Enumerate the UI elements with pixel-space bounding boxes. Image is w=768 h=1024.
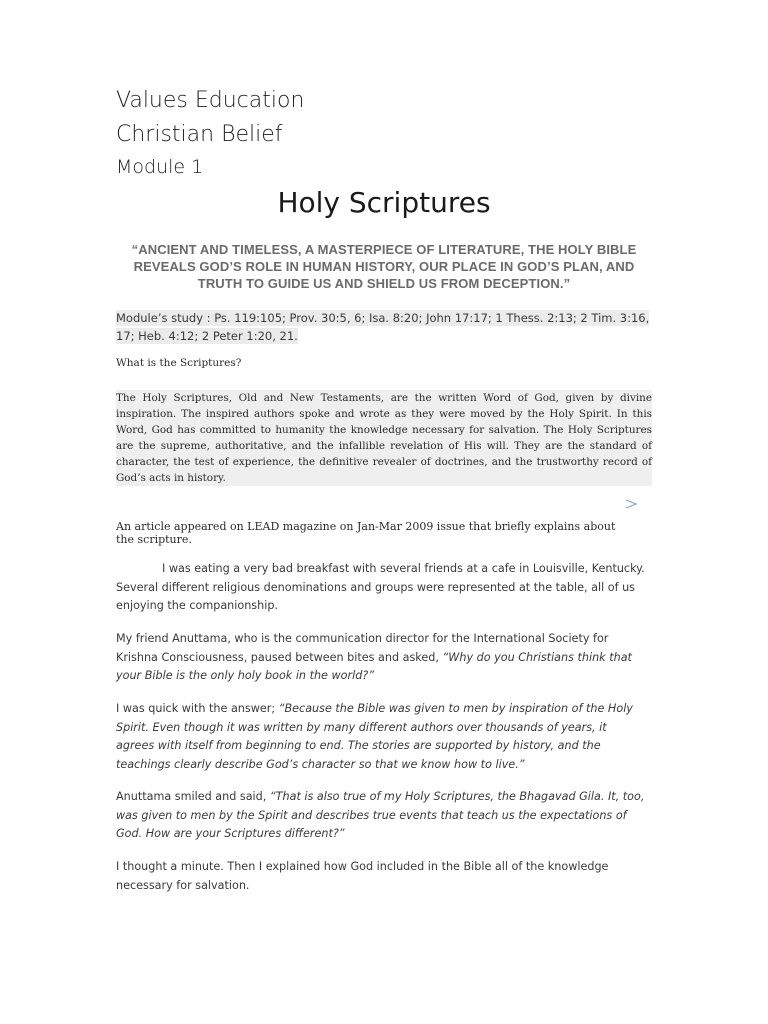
story-paragraph-explanation: I thought a minute. Then I explained how God included in the Bible all of the knowledge necessary for salvation. (116, 860, 609, 892)
study-references-text: Module’s study : Ps. 119:105; Prov. 30:5, 6; Isa. 8:20; John 17:17; 1 Thess. 2:13; 2 Tim. 3:16, 17; Heb. 4:12; 2 Peter 1:20, 21. (116, 311, 650, 343)
module-study-references (116, 309, 656, 345)
course-subtitle: Christian Belief (116, 122, 283, 147)
scripture-definition-paragraph: The Holy Scriptures, Old and New Testaments, are the written Word of God, given by divine inspiration. The inspired authors spoke and wrote as they were moved by the Holy Spirit. In this Word, God has committed to humanity the knowledge necessary for salvation. The Holy Scriptures are the supreme, authoritative, and the infallible revelation of His will. They are the standard of character, the test of experience, the definitive revealer of doctrines, and the trustworthy record of God’s acts in history. (116, 392, 652, 484)
article-intro: An article appeared on LEAD magazine on Jan-Mar 2009 issue that briefly explains about the scripture. (116, 520, 616, 546)
story-paragraph-question (116, 630, 646, 686)
story-paragraph-reply (116, 788, 646, 844)
story-reply-quote: “That is also true of my Holy Scriptures, the Bhagavad Gila. It, too, was given to men by the Spirit and describes true events that teach us the expectations of God. How are your Scriptures different?” (116, 790, 645, 840)
arrow-divider (112, 496, 642, 512)
story-paragraph-answer (116, 700, 646, 774)
section-question: What is the Scriptures? (116, 357, 242, 369)
story-paragraph-breakfast: I was eating a very bad breakfast with several friends at a cafe in Louisville, Kentucky. Several different religious denominations and groups were represented at the table, all of us enjoying the companionship. (116, 562, 645, 612)
module-label: Module 1 (116, 156, 204, 178)
story-answer-lead: I was quick with the answer; (116, 702, 279, 715)
page-title: Holy Scriptures (277, 186, 491, 219)
epigraph-quote: “ANCIENT AND TIMELESS, A MASTERPIECE OF LITERATURE, THE HOLY BIBLE REVEALS GOD’S ROLE IN HUMAN HISTORY, OUR PLACE IN GOD’S PLAN, AND TRUTH TO GUIDE US AND SHIELD US FROM DECEPTION.” (131, 242, 637, 291)
story-question-lead: My friend Anuttama, who is the communication director for the International Society for Krishna Consciousness, paused between bites and asked, (116, 632, 609, 664)
story-answer-quote: “Because the Bible was given to men by inspiration of the Holy Spirit. Even though it was written by many different authors over thousands of years, it agrees with itself from beginning to end. The stories are supported by history, and the teachings clearly describe God’s character so that we know how to live.” (116, 702, 633, 771)
story-question-quote: “Why do you Christians think that your Bible is the only holy book in the world?” (116, 650, 632, 682)
story-reply-lead: Anuttama smiled and said, (116, 790, 270, 803)
course-title: Values Education (116, 88, 305, 113)
